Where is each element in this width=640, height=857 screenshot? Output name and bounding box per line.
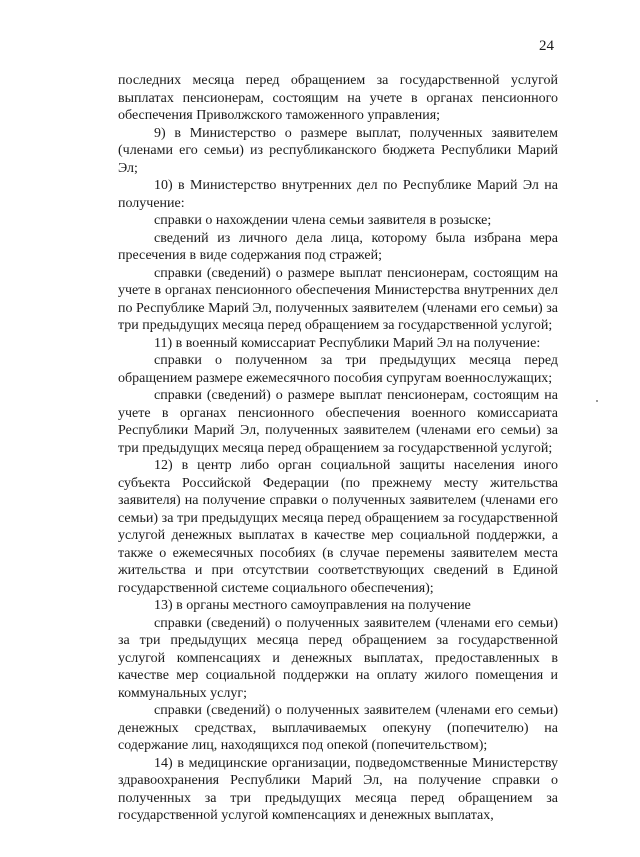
paragraph-item-10: 10) в Министерство внутренних дел по Республике Марий Эл на получение: [118, 178, 558, 211]
paragraph-subitem: справки (сведений) о полученных заявителем (членами его семьи) за три предыдущих месяца перед обращением за государственной услугой компенсациях и денежных выплатах, предоставленных в качестве мер социальной поддержки на оплату жилого помещения и коммунальных услуг; [118, 615, 558, 701]
paragraph-subitem: сведений из личного дела лица, которому была избрана мера пресечения в виде содержания под стражей; [118, 230, 558, 263]
paragraph-subitem: справки о полученном за три предыдущих месяца перед обращением размере ежемесячного пособия супругам военнослужащих; [118, 353, 558, 386]
paragraph-item-14: 14) в медицинские организации, подведомственные Министерству здравоохранения Республики Марий Эл, на получение справки о полученных за три предыдущих месяца перед обращением за государственной услугой компенсациях и денежных выплатах, [118, 755, 558, 823]
paragraph-item-12: 12) в центр либо орган социальной защиты населения иного субъекта Российской Федерации (по прежнему месту жительства заявителя) на получение справки о полученных заявителем (членами его семьи) за три предыдущих месяца перед обращением за государственной услугой денежных выплатах в качестве мер социальной поддержки, а также о ежемесячных пособиях (в случае перемены заявителем места жительства и при отсутствии соответствующих сведений в Единой государственной системе социального обеспечения); [118, 458, 558, 596]
paragraph-continuation: последних месяца перед обращением за государственной услугой выплатах пенсионерам, состоящим на учете в органах пенсионного обеспечения Приволжского таможенного управления; [118, 73, 558, 123]
paragraph-item-11: 11) в военный комиссариат Республики Марий Эл на получение: [154, 335, 541, 351]
scan-speck [596, 400, 598, 402]
paragraph-subitem: справки (сведений) о размере выплат пенсионерам, состоящим на учете в органах пенсионного обеспечения Министерства внутренних дел по Республике Марий Эл, полученных заявителем (членами его семьи) за три предыдущих месяца перед обращением за государственной услугой; [118, 265, 558, 333]
paragraph-subitem: справки (сведений) о размере выплат пенсионерам, состоящим на учете в органах пенсионного обеспечения военного комиссариата Республики Марий Эл, полученных заявителем (членами его семьи) за три предыдущих месяца перед обращением за государственной услугой; [118, 388, 558, 456]
paragraph-subitem: справки (сведений) о полученных заявителем (членами его семьи) денежных средствах, выплачиваемых опекуну (попечителю) на содержание лиц, находящихся под опекой (попечительством); [118, 703, 558, 753]
document-body [118, 72, 558, 825]
paragraph-subitem: справки о нахождении члена семьи заявителя в розыске; [154, 213, 492, 228]
paragraph-item-9: 9) в Министерство о размере выплат, полученных заявителем (членами его семьи) из республиканского бюджета Республики Марий Эл; [118, 125, 558, 176]
page-number: 24 [539, 38, 554, 54]
paragraph-item-13: 13) в органы местного самоуправления на получение [154, 598, 471, 613]
